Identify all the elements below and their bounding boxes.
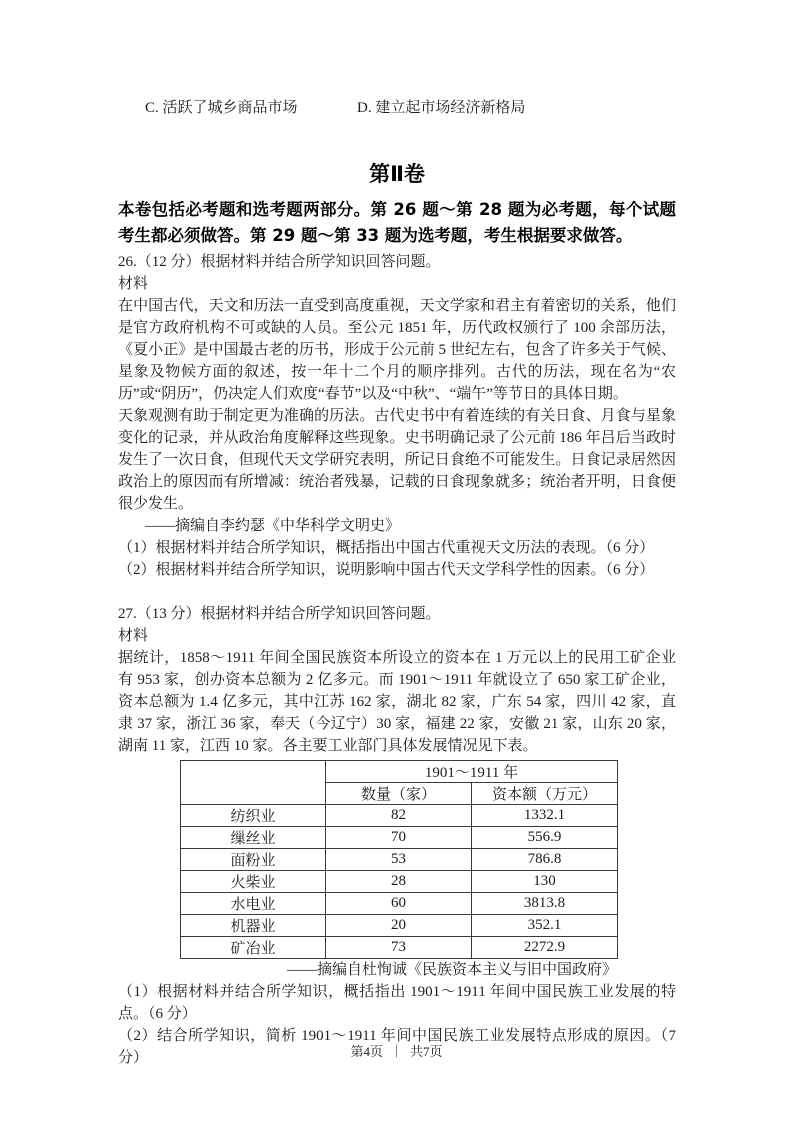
table-row — [181, 827, 618, 849]
q27-subquestion-1: （1）根据材料并结合所学知识，概括指出 1901～1911 年间中国民族工业发展的特点。（6 分） — [118, 984, 676, 1022]
capital-cell: 556.9 — [472, 827, 618, 849]
industry-name-cell: 纺织业 — [181, 805, 326, 827]
count-cell: 73 — [326, 937, 472, 959]
capital-cell: 1332.1 — [472, 805, 618, 827]
capital-cell: 3813.8 — [472, 893, 618, 915]
footer-separator: ｜ — [389, 1044, 403, 1059]
q26-header: 26.（12 分）根据材料并结合所学知识回答问题。 — [118, 254, 441, 270]
table-corner-cell — [181, 761, 326, 805]
q27-subquestion-2: （2）结合所学知识，简析 1901～1911 年间中国民族工业发展特点形成的原因。（7 分） — [118, 1028, 676, 1066]
q26-material-label: 材料 — [118, 276, 149, 292]
mc-option-c: C. 活跃了城乡商品市场 — [145, 100, 298, 116]
industry-name-cell: 缫丝业 — [181, 827, 326, 849]
industry-name-cell: 火柴业 — [181, 871, 326, 893]
footer-page-number: 第4页 — [350, 1044, 383, 1059]
mc-options-row — [118, 97, 676, 119]
table-row — [181, 871, 618, 893]
q26-subquestion-1: （1）根据材料并结合所学知识，概括指出中国古代重视天文历法的表现。（6 分） — [118, 540, 655, 556]
count-cell: 53 — [326, 849, 472, 871]
table-col-header-capital: 资本额（万元） — [472, 783, 618, 805]
capital-cell: 2272.9 — [472, 937, 618, 959]
section-intro: 本卷包括必考题和选考题两部分。第 26 题～第 28 题为必考题，每个试题考生都必须做答。第 29 题～第 33 题为选考题，考生根据要求做答。 — [118, 200, 676, 245]
q27-source: ——摘编自杜恂诚《民族资本主义与旧中国政府》 — [286, 962, 617, 978]
table-row — [181, 893, 618, 915]
q26-source: ——摘编自李约瑟《中华科学文明史》 — [145, 518, 401, 534]
q27-material-label: 材料 — [118, 628, 149, 644]
q27-paragraph-1: 据统计，1858～1911 年间全国民族资本所设立的资本在 1 万元以上的民用工矿企业有 953 家，创办资本总额为 2 亿多元。而 1901～1911 年就设立了 650 家工矿企业，资本总额为 1.4 亿多元，其中江苏 162 家，湖北 82 家，广东 54 家，四川 42 家，直隶 37 家，浙江 36 家，奉天（今辽宁）30 家，福建 22 家，安徽 21 家，山东 20 家，湖南 11 家，江西 10 家。各主要工业部门具体发展情况见下表。 — [118, 650, 676, 754]
count-cell: 20 — [326, 915, 472, 937]
table-row — [181, 849, 618, 871]
q27-header: 27.（13 分）根据材料并结合所学知识回答问题。 — [118, 606, 441, 622]
table-span-header: 1901～1911 年 — [326, 761, 618, 783]
question-27 — [118, 603, 676, 1069]
count-cell: 82 — [326, 805, 472, 827]
count-cell: 60 — [326, 893, 472, 915]
question-26 — [118, 251, 676, 581]
section-title: 第Ⅱ卷 — [369, 162, 425, 186]
table-row — [181, 805, 618, 827]
table-row — [181, 915, 618, 937]
table-row — [181, 937, 618, 959]
q26-paragraph-2: 天象观测有助于制定更为准确的历法。古代史书中有着连续的有关日食、月食与星象变化的记录，并从政治角度解释这些现象。史书明确记录了公元前 186 年吕后当政时发生了一次日食，但现代天文学研究表明，所记日食绝不可能发生。日食记录居然因政治上的原因而有所增减：统治者残暴，记载的日食现象就多；统治者开明，日食便很少发生。 — [118, 408, 676, 512]
industry-name-cell: 机器业 — [181, 915, 326, 937]
table-col-header-count: 数量（家） — [326, 783, 472, 805]
industry-name-cell: 面粉业 — [181, 849, 326, 871]
q26-paragraph-1: 在中国古代，天文和历法一直受到高度重视，天文学家和君主有着密切的关系，他们是官方政府机构不可或缺的人员。至公元 1851 年，历代政权颁行了 100 余部历法，《夏小正》是中国最古老的历书，形成于公元前 5 世纪左右，包含了许多关于气候、星象及物候方面的叙述，按一年十二个月的顺序排列。古代的历法，现在名为“农历”或“阴历”，仍决定人们欢度“春节”以及“中秋”、“端午”等节日的具体日期。 — [118, 298, 676, 402]
capital-cell: 352.1 — [472, 915, 618, 937]
q26-subquestion-2: （2）根据材料并结合所学知识，说明影响中国古代天文学科学性的因素。（6 分） — [118, 562, 655, 578]
capital-cell: 786.8 — [472, 849, 618, 871]
mc-option-d: D. 建立起市场经济新格局 — [357, 100, 526, 116]
capital-cell: 130 — [472, 871, 618, 893]
page-footer — [0, 1041, 793, 1060]
industry-table — [180, 760, 618, 959]
industry-name-cell: 水电业 — [181, 893, 326, 915]
industry-name-cell: 矿冶业 — [181, 937, 326, 959]
table-header-row-1 — [181, 761, 618, 783]
count-cell: 28 — [326, 871, 472, 893]
count-cell: 70 — [326, 827, 472, 849]
footer-total-pages: 共7页 — [410, 1044, 443, 1059]
